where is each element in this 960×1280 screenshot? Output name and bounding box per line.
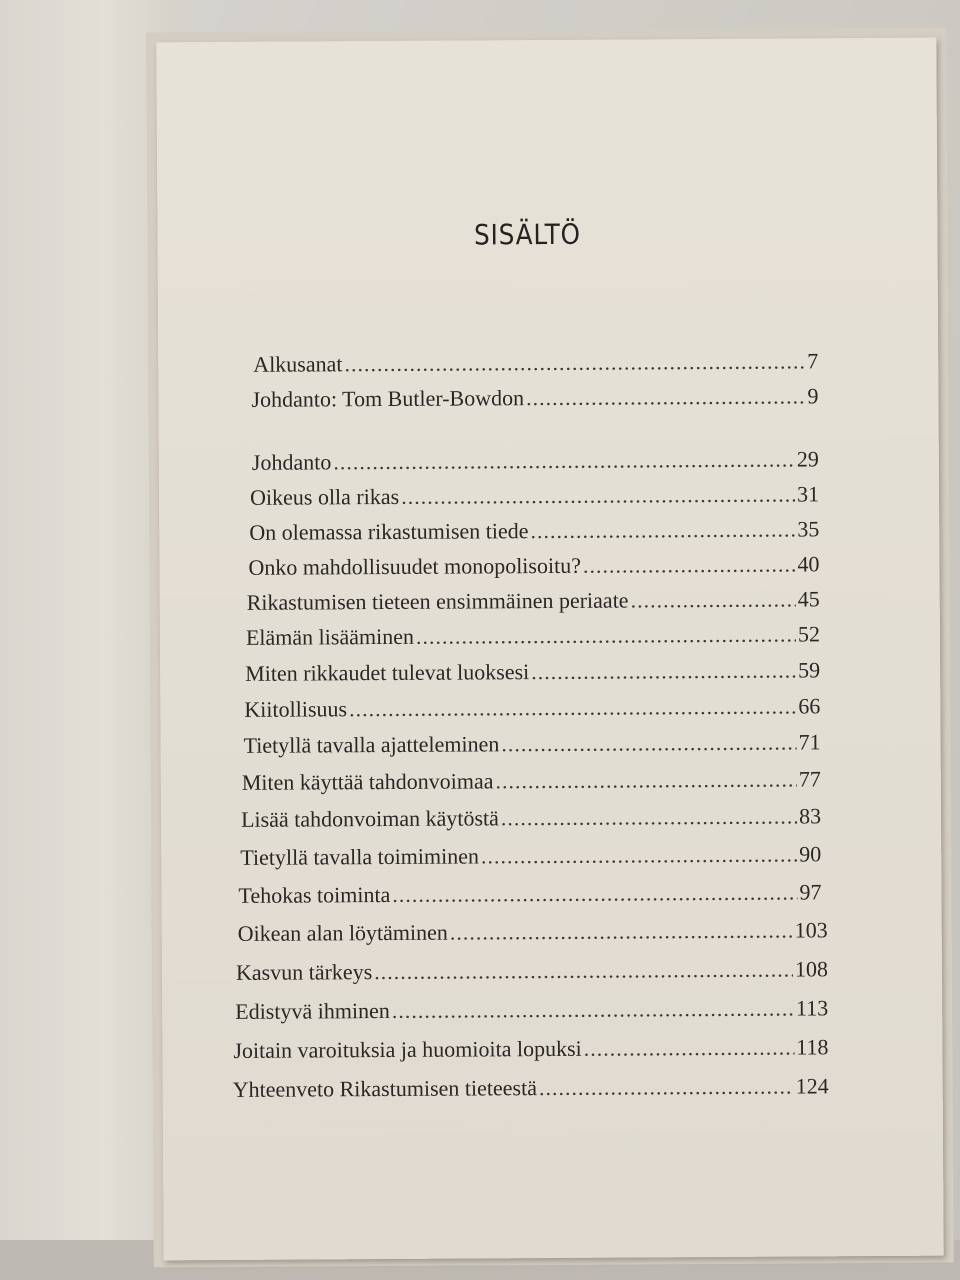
- toc-entry-page-number: 124: [795, 1073, 829, 1099]
- toc-leader-dots: [495, 766, 796, 794]
- toc-leader-dots: [416, 621, 796, 649]
- toc-leader-dots: [530, 516, 795, 544]
- toc-entry: [250, 481, 819, 510]
- toc-entry-label: Rikastumisen tieteen ensimmäinen periaate: [246, 587, 629, 615]
- toc-leader-dots: [344, 348, 805, 377]
- toc-entry-label: Miten käyttää tahdonvoimaa: [241, 768, 494, 795]
- toc-entry-page-number: 59: [798, 657, 821, 683]
- toc-entry: [238, 917, 828, 947]
- toc-entry-page-number: 83: [798, 803, 822, 829]
- page-title: SISÄLTÖ: [473, 217, 581, 252]
- toc-entry-page-number: 52: [797, 621, 820, 647]
- toc-entry-label: Tietyllä tavalla toimiminen: [240, 843, 480, 870]
- toc-entry-label: Kasvun tärkeys: [235, 959, 373, 985]
- toc-entry-page-number: 97: [799, 879, 822, 905]
- toc-entry: [253, 348, 818, 377]
- toc-entry: [244, 693, 820, 723]
- toc-entry: [247, 586, 820, 615]
- toc-entry-label: Johdanto: [251, 449, 332, 475]
- toc-entry: [241, 803, 821, 833]
- toc-leader-dots: [526, 383, 806, 411]
- toc-leader-dots: [501, 729, 796, 757]
- toc-entry-label: Kiitollisuus: [244, 696, 348, 722]
- toc-entry-page-number: 77: [798, 766, 821, 792]
- toc-leader-dots: [630, 586, 795, 613]
- toc-entry: [245, 657, 820, 687]
- toc-entry-page-number: 66: [798, 693, 821, 719]
- toc-entry-label: Johdanto: Tom Butler-Bowdon: [251, 385, 525, 412]
- toc-entry-page-number: 35: [797, 516, 820, 542]
- toc-entry-page-number: 90: [799, 841, 822, 867]
- toc-entry-label: Yhteenveto Rikastumisen tieteestä: [232, 1075, 538, 1102]
- toc-leader-dots: [501, 803, 797, 831]
- toc-entry-page-number: 7: [807, 348, 819, 374]
- toc-entry-label: Edistyvä ihminen: [235, 997, 390, 1024]
- toc-entry-label: Miten rikkaudet tulevat luoksesi: [245, 659, 530, 686]
- book-page: [156, 38, 943, 1261]
- toc-entry: [240, 841, 821, 871]
- toc-entry: [246, 621, 820, 651]
- toc-entry: [244, 729, 821, 759]
- toc-entry-page-number: 108: [794, 956, 829, 982]
- toc-entry-label: Lisää tahdonvoiman käytöstä: [240, 805, 499, 832]
- toc-entry: [236, 956, 828, 986]
- toc-entry: [233, 1073, 829, 1103]
- toc-entry-page-number: 31: [796, 481, 820, 507]
- toc-entry-label: On olemassa rikastumisen tiede: [249, 518, 529, 545]
- toc-leader-dots: [539, 1074, 794, 1102]
- toc-leader-dots: [349, 693, 796, 722]
- toc-entry: [251, 383, 818, 412]
- toc-entry-label: Oikeus olla rikas: [249, 483, 400, 510]
- toc-leader-dots: [401, 482, 795, 510]
- toc-entry-label: Onko mahdollisuudet monopolisoitu?: [248, 552, 582, 580]
- toc-entry-label: Elämän lisääminen: [245, 623, 414, 650]
- toc-leader-dots: [374, 957, 793, 986]
- toc-entry-page-number: 40: [797, 551, 820, 577]
- toc-entry-label: Tehokas toiminta: [238, 881, 391, 908]
- toc-entry: [249, 516, 819, 545]
- toc-entry-label: Joitain varoituksia ja huomioita lopuksi: [233, 1035, 582, 1063]
- toc-entry: [248, 551, 819, 580]
- toc-entry: [235, 995, 828, 1025]
- toc-entry: [252, 446, 819, 475]
- toc-leader-dots: [584, 1035, 795, 1062]
- toc-entry-label: Oikean alan löytäminen: [237, 919, 448, 946]
- toc-entry: [233, 1034, 828, 1064]
- toc-entry-page-number: 113: [795, 995, 829, 1021]
- toc-leader-dots: [481, 841, 797, 869]
- toc-entry: [242, 766, 821, 796]
- toc-entry-page-number: 103: [794, 917, 828, 943]
- toc-leader-dots: [583, 551, 796, 578]
- toc-entry-page-number: 9: [807, 383, 819, 409]
- toc-leader-dots: [531, 657, 796, 685]
- toc-leader-dots: [392, 879, 797, 907]
- toc-entry-page-number: 29: [796, 446, 819, 472]
- toc-entry-label: Tietyllä tavalla ajatteleminen: [243, 731, 500, 758]
- toc-leader-dots: [333, 447, 795, 476]
- toc-entry-page-number: 45: [797, 586, 820, 612]
- toc-entry-label: Alkusanat: [253, 351, 343, 377]
- toc-entry: [238, 879, 821, 909]
- toc-leader-dots: [392, 996, 794, 1024]
- toc-leader-dots: [450, 918, 793, 946]
- toc-entry-page-number: 71: [798, 729, 821, 755]
- toc-entry-page-number: 118: [796, 1034, 829, 1060]
